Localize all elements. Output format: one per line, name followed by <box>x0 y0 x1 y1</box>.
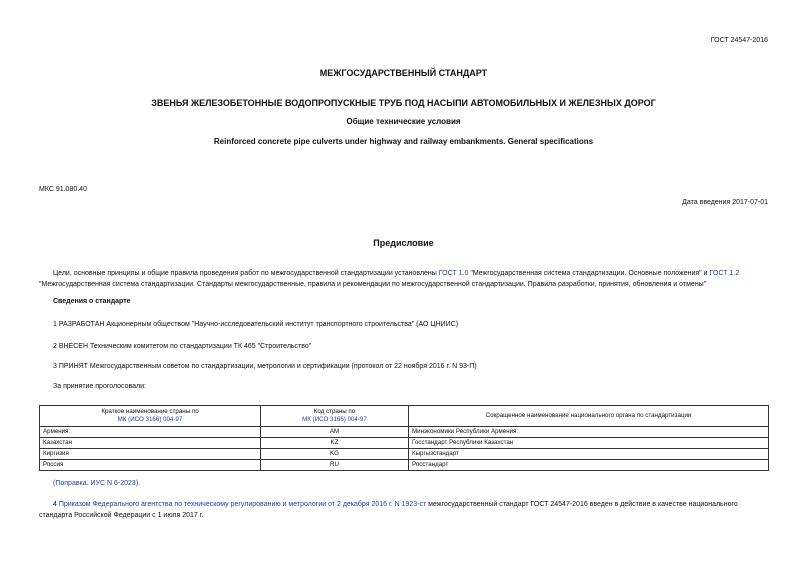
foreword-paragraph <box>39 268 768 290</box>
foreword-title: Предисловие <box>373 238 434 248</box>
gost-1-0-link[interactable]: ГОСТ 1.0 <box>438 270 469 277</box>
body-cell: Росстандарт <box>409 460 769 471</box>
document-code: ГОСТ 24547-2016 <box>710 37 768 44</box>
body-cell: Кыргызстандарт <box>409 449 769 460</box>
item-developed: 1 РАЗРАБОТАН Акционерным обществом "Научно-исследовательский институт транспортного строительства" (АО ЦНИИС) <box>53 321 459 328</box>
item-adopted: 3 ПРИНЯТ Межгосударственным советом по стандартизации, метрологии и сертификации (протокол от 22 ноября 2016 г. N 93-П) <box>53 363 477 370</box>
code-cell: AM <box>261 427 409 438</box>
country-cell: Киргизия <box>40 449 261 460</box>
table-header-row <box>40 406 769 427</box>
header-text: Краткое наименование страны по <box>101 408 199 415</box>
english-title: Reinforced concrete pipe culverts under highway and railway embankments. General specifications <box>213 137 594 146</box>
country-cell: Казахстан <box>40 438 261 449</box>
header-text: Код страны по <box>313 408 356 415</box>
voting-table <box>39 405 769 471</box>
foreword-text: "Межгосударственная система стандартизации. Стандарты межгосударственные, правила и рекомендации по межгосударственной стандартизации. Правила разработки, принятия, обновления и отмены" <box>39 281 707 288</box>
item-number: 4 <box>53 501 59 508</box>
item-enacted <box>39 499 768 521</box>
foreword-text: "Межгосударственная система стандартизации. Основные положения" и <box>468 270 710 277</box>
header-national-body: Сокращенное наименование национального органа по стандартизации <box>409 406 769 427</box>
mks-code: МКС 91.080.40 <box>39 186 87 193</box>
table-row <box>40 438 769 449</box>
country-cell: Армения <box>40 427 261 438</box>
about-standard-heading: Сведения о стандарте <box>53 298 131 305</box>
subtitle: Общие технические условия <box>346 117 461 126</box>
mk-iso-link[interactable]: МК (ИСО 3166) 004-97 <box>302 416 367 423</box>
amendment-link[interactable]: (Поправка. ИУС N 6-2023). <box>53 480 141 487</box>
introduction-date: Дата введения 2017-07-01 <box>682 199 768 206</box>
body-cell: Госстандарт Республики Казахстан <box>409 438 769 449</box>
table-row <box>40 460 769 471</box>
item-text: межгосударственный стандарт ГОСТ 24547-2016 введен в действие в качестве национального стандарта Российской Федерации с 1 июля 2017 г. <box>39 501 738 519</box>
item-submitted: 2 ВНЕСЕН Техническим комитетом по стандартизации ТК 465 "Строительство" <box>53 343 312 350</box>
foreword-text: Цели, основные принципы и общие правила проведения работ по межгосударственной стандартизации установлены <box>53 270 439 277</box>
header-country-name <box>40 406 261 427</box>
table-row <box>40 449 769 460</box>
voted-label: За принятие проголосовали: <box>53 383 146 390</box>
mk-iso-link[interactable]: МК (ИСО 3166) 004-97 <box>117 416 183 423</box>
code-cell: KG <box>261 449 409 460</box>
header-title: МЕЖГОСУДАРСТВЕННЫЙ СТАНДАРТ <box>319 68 488 78</box>
country-cell: Россия <box>40 460 261 471</box>
code-cell: KZ <box>261 438 409 449</box>
gost-1-2-link[interactable]: ГОСТ 1.2 <box>709 270 740 277</box>
main-title: ЗВЕНЬЯ ЖЕЛЕЗОБЕТОННЫЕ ВОДОПРОПУСКНЫЕ ТРУБ ПОД НАСЫПИ АВТОМОБИЛЬНЫХ И ЖЕЛЕЗНЫХ ДОРОГ <box>151 98 656 108</box>
order-link[interactable]: Приказом Федерального агентства по техническому регулированию и метрологии от 2 декабря 2016 г. N 1923-ст <box>58 501 427 508</box>
body-cell: Минэкономики Республики Армения <box>409 427 769 438</box>
header-country-code <box>261 406 409 427</box>
table-row <box>40 427 769 438</box>
code-cell: RU <box>261 460 409 471</box>
